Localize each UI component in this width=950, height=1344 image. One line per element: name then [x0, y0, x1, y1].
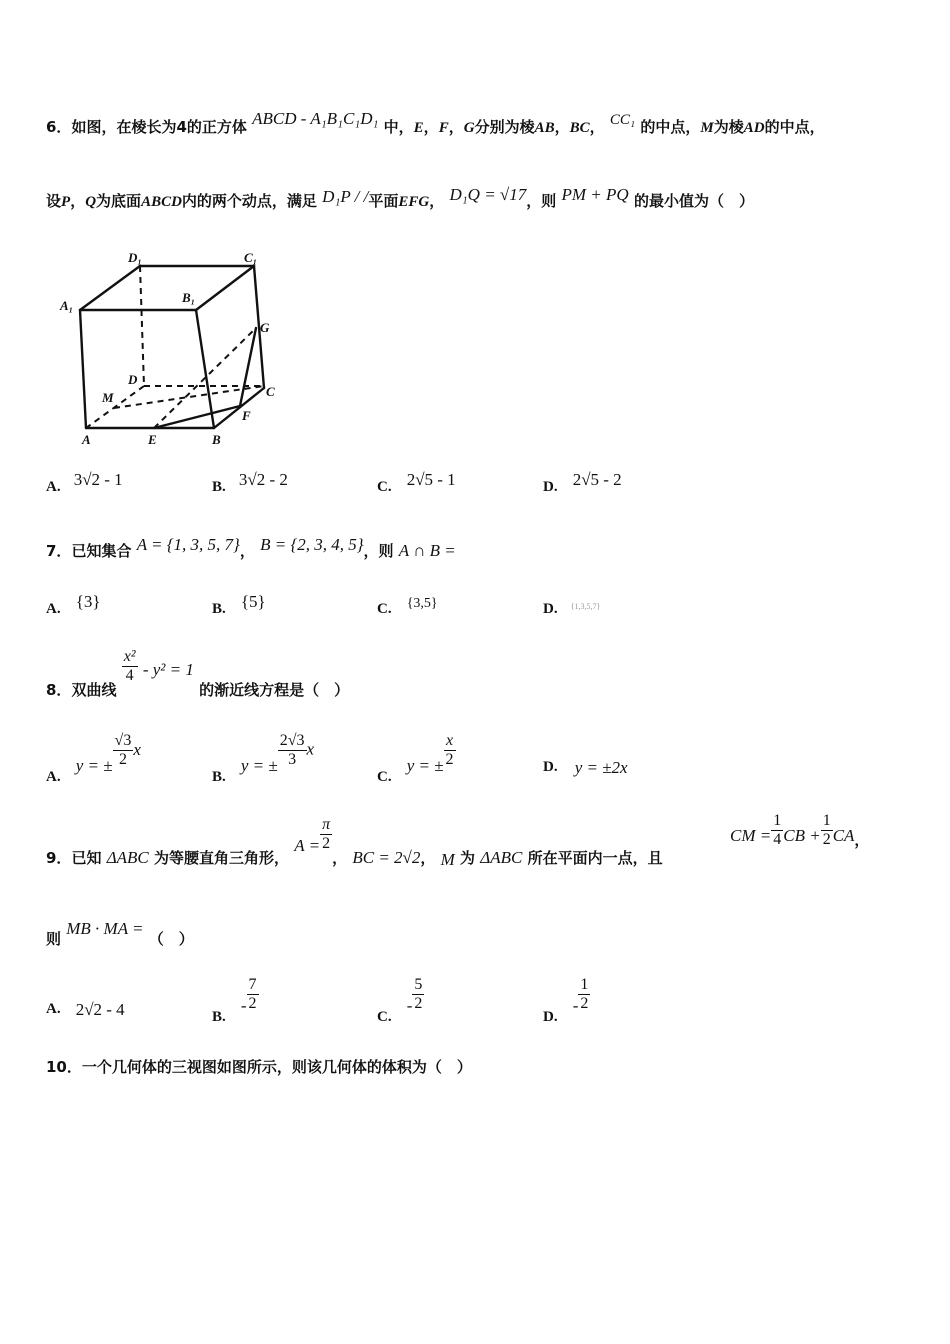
q6-text-b: 的正方体: [186, 118, 247, 136]
q6-option-b[interactable]: B. 3√2 - 2: [212, 470, 288, 495]
q9-option-a[interactable]: A. 2√2 - 4: [46, 1000, 125, 1019]
q6-option-a[interactable]: A. 3√2 - 1: [46, 470, 123, 495]
q6-edge-ab: AB: [534, 120, 555, 136]
q7-set-a: A = {1, 3, 5, 7}: [136, 535, 240, 554]
q6-base: ABCD: [141, 194, 182, 210]
q6-point-g: G: [463, 120, 475, 136]
q9-dot-product: MB · MA =: [66, 919, 144, 938]
q6-point-m: M: [700, 120, 714, 136]
q6-line1: 6．如图，在棱长为4的正方体 ABCD - A₁B₁C₁D₁ 中，E，F，G分别为棱AB，BC， CC₁ 的中点，M为棱AD的中点，: [46, 109, 825, 136]
q6-point-f: F: [438, 120, 449, 136]
q6-d1q: D₁Q = √17: [449, 185, 527, 204]
q9-triangle: ΔABC: [106, 847, 149, 867]
q6-point-q: Q: [85, 194, 97, 210]
q6-line2: 设P，Q为底面ABCD内的两个动点，满足 D₁P / /平面EFG， D₁Q = √17，则 PM + PQ 的最小值为（ ）: [46, 185, 754, 210]
q6-edge-length: 4: [176, 118, 187, 136]
q7-option-b[interactable]: B. {5}: [212, 592, 266, 617]
q9-stem: 9．已知 ΔABC 为等腰直角三角形， A = $\frac{\pi}{2}$ ， BC = 2√2， M 为 ΔABC 所在平面内一点，且: [46, 816, 663, 869]
q7-set-b: B = {2, 3, 4, 5}: [260, 535, 364, 554]
q6-plane-efg: EFG: [398, 194, 430, 210]
q7-expression: A ∩ B =: [398, 541, 456, 560]
q8-fraction: $\frac{\text{x²}}{4}$: [123, 648, 136, 684]
q8-number: 8．: [46, 680, 72, 699]
label-d1: D₁: [128, 250, 142, 265]
q8-option-d[interactable]: D. y = ±2x: [543, 758, 628, 777]
q6-edge-ad: AD: [743, 120, 765, 136]
q7-option-c[interactable]: C. {3,5}: [377, 596, 438, 617]
q9-angle-a: A =: [294, 835, 321, 855]
label-m: M: [102, 390, 114, 405]
q9-option-b[interactable]: B. - $\frac{7}{2}$: [212, 976, 257, 1025]
q6-text-d: 分别为棱: [474, 118, 535, 136]
q9-number: 9．: [46, 848, 72, 867]
label-b1: B₁: [182, 290, 196, 305]
q6-point-p: P: [61, 194, 71, 210]
q6-edge-bc: BC: [569, 120, 590, 136]
q8-option-c[interactable]: C. y = ± $\frac{x}{2}$: [377, 732, 454, 785]
q9-bc-length: BC = 2√2: [352, 847, 421, 867]
label-d: D: [128, 372, 138, 387]
q6-cube-name: ABCD - A₁B₁C₁D₁: [252, 109, 379, 128]
q10-number: 10．: [46, 1058, 82, 1076]
q9-point-m: M: [440, 849, 455, 869]
q7-option-d[interactable]: D. $^{\{1,3,5,7\}}$: [543, 601, 601, 617]
q7-number: 7．: [46, 542, 72, 560]
q6-text: 如图，在棱长为: [71, 118, 177, 136]
q6-text-e: 的中点，: [640, 118, 701, 136]
q9-vector-equation: CM = $\frac{1}{4}$ CB + $\frac{1}{2}$ CA，: [730, 812, 870, 849]
q8-option-b[interactable]: B. y = ± $\frac{2√3}{3}$ x: [212, 732, 315, 785]
q6-number: 6．: [46, 118, 72, 136]
q6-expression: PM + PQ: [561, 185, 629, 204]
q9-option-d[interactable]: D. - $\frac{1}{2}$: [543, 976, 589, 1025]
q6-cube-figure: [56, 248, 286, 452]
label-f: F: [242, 408, 251, 423]
q6-option-c[interactable]: C. 2√5 - 1: [377, 470, 456, 495]
q6-text-g: 的中点，: [764, 118, 825, 136]
label-e: E: [148, 432, 157, 447]
q8-option-a[interactable]: A. y = ± $\frac{√3}{2}$ x: [46, 732, 141, 785]
q6-edge-cc1: CC₁: [609, 112, 636, 128]
q8-stem: 8．双曲线 $\frac{\text{x²}}{4}$ - y² = 1 的渐近线方程是（ ）: [46, 648, 350, 699]
q6-d1p: D₁P / /: [322, 187, 369, 206]
q9-line2: 则 MB · MA = （ ）: [46, 919, 194, 948]
label-c1: C₁: [244, 250, 258, 265]
q6-text-c: 中，: [383, 118, 414, 136]
label-a: A: [82, 432, 91, 447]
q10-text: 一个几何体的三视图如图所示，则该几何体的体积为（ ）: [81, 1058, 472, 1076]
q7-option-a[interactable]: A. {3}: [46, 592, 101, 617]
q10-stem: [46, 1056, 472, 1077]
label-g: G: [260, 320, 270, 335]
q7-stem: 7．已知集合 A = {1, 3, 5, 7}， B = {2, 3, 4, 5}，则 A ∩ B =: [46, 535, 456, 560]
q8-equation-rest: - y² = 1: [142, 659, 194, 679]
q6-point-e: E: [413, 120, 424, 136]
label-c: C: [266, 384, 275, 399]
q6-option-d[interactable]: D. 2√5 - 2: [543, 470, 622, 495]
label-b: B: [212, 432, 221, 447]
label-a1: A₁: [60, 298, 74, 313]
q6-text-f: 为棱: [713, 118, 744, 136]
q9-option-c[interactable]: C. - $\frac{5}{2}$: [377, 976, 423, 1025]
